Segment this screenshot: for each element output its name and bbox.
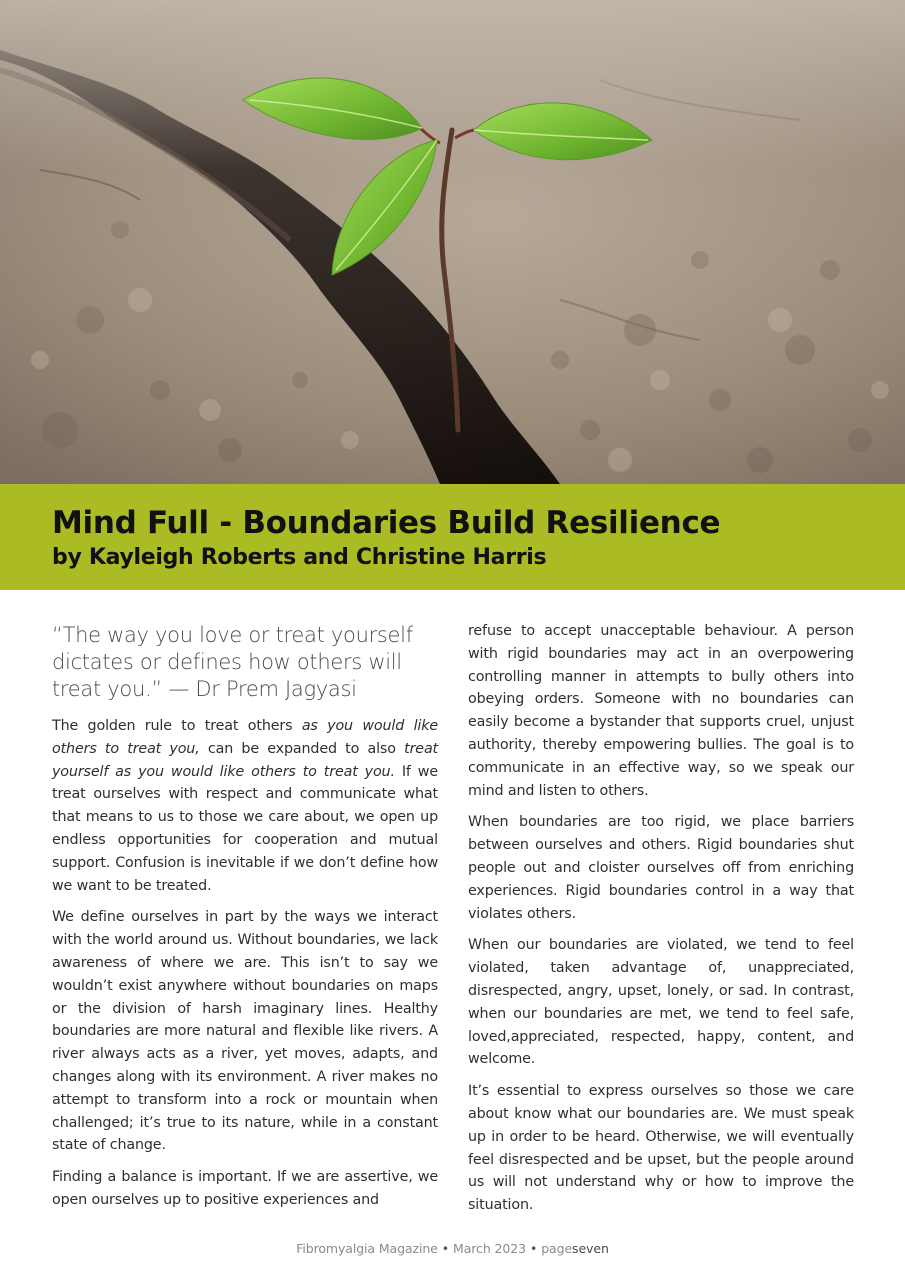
paragraph-rigid-person: refuse to accept unacceptable behaviour. A person with rigid boundaries may act in an overpowering controlling manner in attempts to bully others into obeying orders. Someone with no boundaries can easily become a bystander that supports cruel, unjust authority, thereby empowering bullies. The goal is to communicate in an effective way, so we speak our mind and listen to others.	[468, 623, 854, 799]
bullet-icon: •	[441, 1241, 450, 1256]
golden-rule-italic-b: as you would like others to treat you,	[52, 718, 438, 757]
footer-page-prefix: page	[541, 1241, 573, 1256]
footer-magazine: Fibromyalgia Magazine	[296, 1241, 438, 1256]
hero-image	[0, 0, 905, 484]
paragraph-golden-rule	[52, 715, 438, 897]
article-title: Mind Full - Boundaries Build Resilience	[52, 505, 721, 541]
article-byline: by Kayleigh Roberts and Christine Harris	[52, 545, 547, 570]
paragraph-too-rigid: When boundaries are too rigid, we place barriers between ourselves and others. Rigid boundaries shut people out and cloister ourselves off from enriching experiences. Rigid boundaries control in a way that violates others.	[468, 814, 854, 922]
seedling-in-cracked-soil-illustration	[0, 0, 905, 484]
page-footer	[0, 1241, 905, 1256]
footer-date: March 2023	[453, 1241, 526, 1256]
golden-rule-italic-d: treat yourself as you would like others to treat you.	[52, 740, 439, 780]
golden-rule-text-e: If we treat ourselves with respect and communicate what that means to us to those we care about, we open up endless opportunities for cooperation and mutual support. Confusion is inevitable if we don’t define how we want to be treated.	[52, 763, 438, 894]
pull-quote: “The way you love or treat yourself dictates or defines how others will treat you.” — Dr Prem Jagyasi	[52, 623, 413, 701]
bullet-icon: •	[529, 1241, 538, 1256]
footer-page-word: seven	[572, 1241, 609, 1256]
right-column	[468, 620, 854, 1226]
golden-rule-text-a: The golden rule to treat others	[52, 718, 302, 734]
left-column	[52, 620, 438, 1221]
paragraph-violated: When our boundaries are violated, we tend to feel violated, taken advantage of, unappreciated, disrespected, angry, upset, lonely, or sad. In contrast, when our boundaries are met, we tend to feel safe, loved,appreciated, respected, happy, content, and welcome.	[468, 937, 854, 1068]
paragraph-balance: Finding a balance is important. If we are assertive, we open ourselves up to positive experiences and	[52, 1169, 438, 1208]
paragraph-express: It’s essential to express ourselves so those we care about know what our boundaries are. We must speak up in order to be heard. Otherwise, we will eventually feel disrespected and be upset, but the people around us will not understand why or how to improve the situation.	[468, 1083, 854, 1214]
paragraph-rivers: We define ourselves in part by the ways we interact with the world around us. Without boundaries, we lack awareness of where we are. This isn’t to say we wouldn’t exist anywhere without boundaries on maps or the division of harsh imaginary lines. Healthy boundaries are more natural and flexible like rivers. A river always acts as a river, yet moves, adapts, and changes along with its environment. A river makes no attempt to transform into a rock or mountain when challenged; it’s true to its nature, while in a constant state of change.	[52, 909, 438, 1154]
golden-rule-text-c: can be expanded to also	[199, 740, 405, 757]
